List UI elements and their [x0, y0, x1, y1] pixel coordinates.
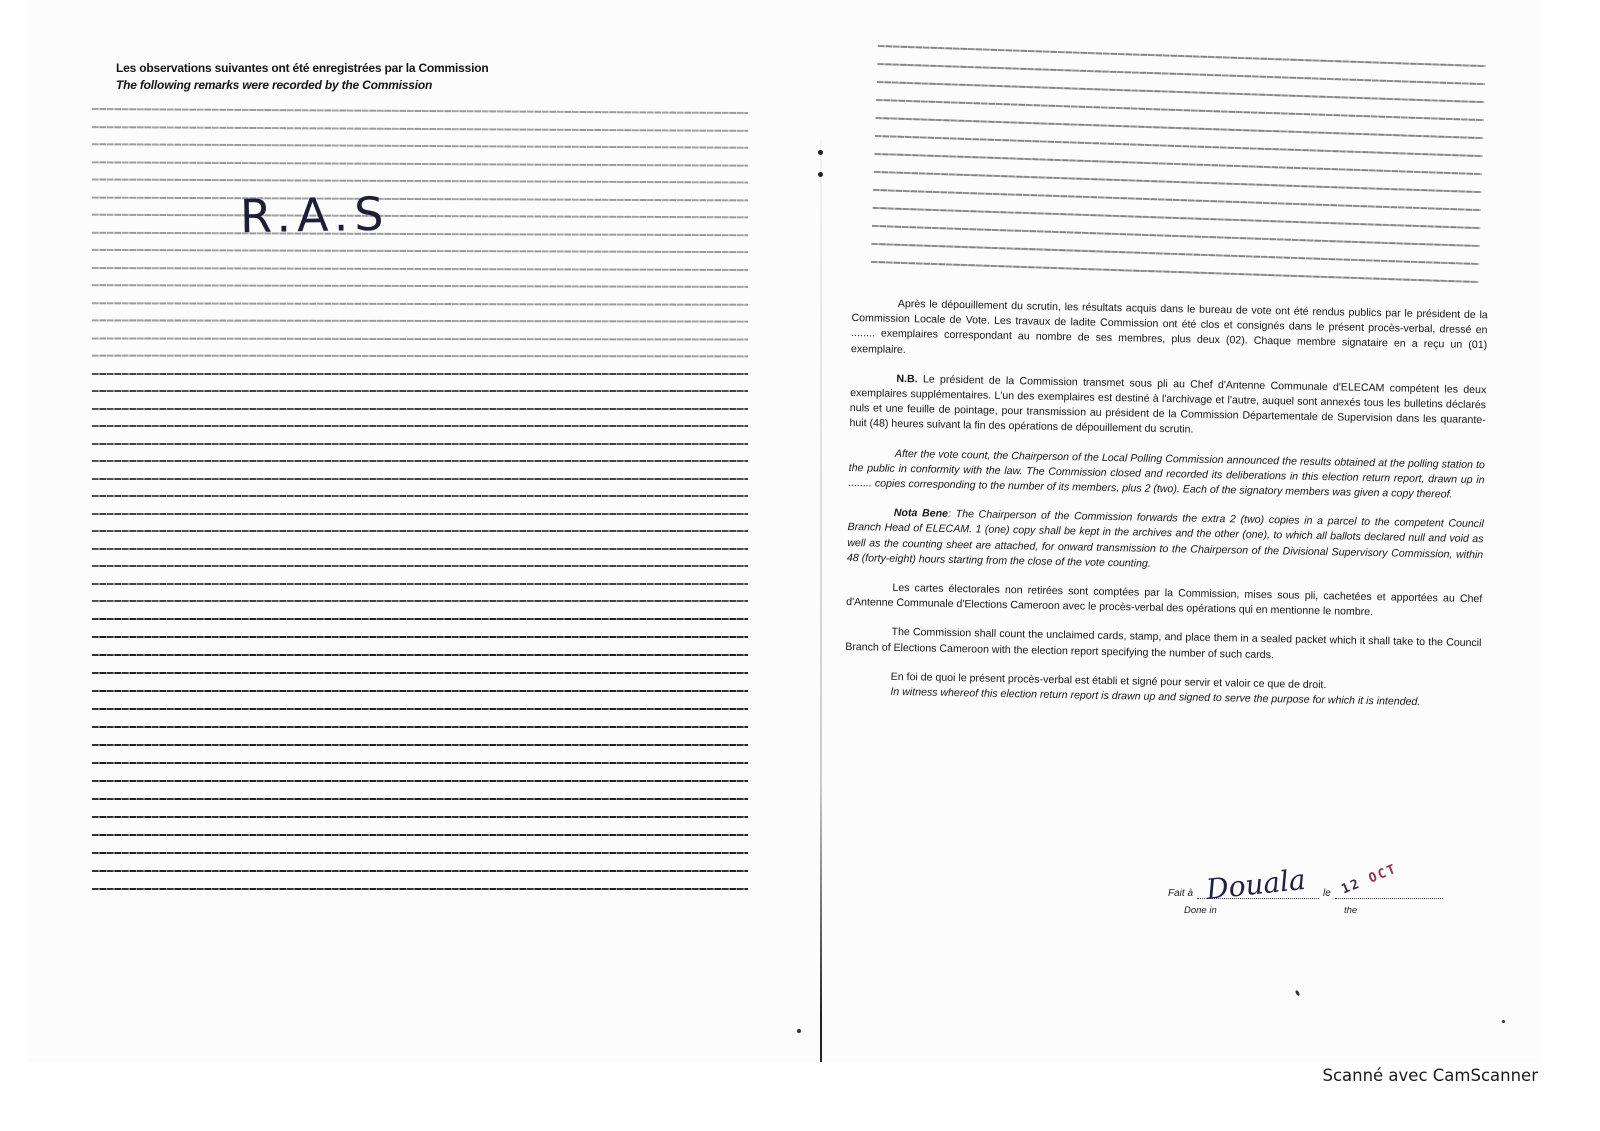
- ruled-line: [877, 63, 1485, 85]
- date-label: le: [1323, 888, 1331, 899]
- ruled-line: [92, 726, 748, 729]
- ruled-line: [92, 373, 748, 375]
- ruled-line: [92, 319, 748, 322]
- handwritten-place: Douala: [1204, 862, 1308, 907]
- ruled-line: [92, 126, 748, 132]
- heading-en: The following remarks were recorded by the Commission: [116, 78, 433, 92]
- ruled-line: [92, 249, 748, 253]
- ruled-line: [92, 583, 748, 585]
- ruled-line: [92, 654, 748, 657]
- ruled-line: [92, 672, 748, 675]
- ruled-line: [92, 178, 748, 183]
- ruled-line: [871, 243, 1479, 265]
- ruled-line: [92, 870, 748, 873]
- ruled-line: [92, 196, 748, 201]
- ruled-line: [92, 231, 748, 235]
- spine-mark: [818, 150, 823, 155]
- ruled-line: [875, 135, 1483, 157]
- ruled-line: [92, 636, 748, 639]
- heading-fr: Les observations suivantes ont été enregistrées par la Commission: [116, 61, 489, 75]
- ruled-line: [92, 302, 748, 305]
- ruled-line: [92, 443, 748, 445]
- the-label: the: [1344, 905, 1358, 916]
- ruled-line: [873, 189, 1481, 211]
- ruled-line: [92, 425, 748, 427]
- ruled-line: [92, 408, 748, 410]
- ruled-line: [92, 744, 748, 747]
- scan-speck: [1502, 1020, 1505, 1023]
- ruled-line: [92, 460, 748, 462]
- ruled-line: [92, 762, 748, 765]
- ruled-line: [92, 478, 748, 480]
- paragraph-nota-bene-en: Nota Bene: The Chairperson of the Commission forwards the extra 2 (two) copies in a parcel to the competent Council Branch Head of ELECAM. 1 (one) copy shall be kept in the archives and the other (one), to which all ballots declared null and void as well as the counting sheet are attached, for onward transmission to the Chairperson of the Divisional Supervisory Commission, within 48 (forty-eight) hours starting from the close of the vote counting.: [846, 507, 1484, 570]
- ruled-line: [92, 495, 748, 497]
- continuation-ruled-lines: [870, 45, 1485, 299]
- observation-ruled-lines: [92, 110, 748, 906]
- stamp-day: 12: [1339, 876, 1364, 898]
- ruled-line: [92, 816, 748, 819]
- ruled-line: [876, 117, 1484, 139]
- ruled-line: [92, 780, 748, 783]
- ruled-line: [874, 153, 1482, 175]
- ruled-line: [92, 267, 748, 271]
- ruled-line: [92, 337, 748, 340]
- ruled-line: [92, 798, 748, 801]
- ruled-line: [92, 548, 748, 550]
- ruled-line: [873, 207, 1481, 229]
- scan-speck: [797, 1029, 801, 1033]
- observations-heading: [116, 60, 488, 94]
- paragraph-vote-count-fr: Après le dépouillement du scrutin, les résultats acquis dans le bureau de vote ont été rendus publics par le président de la Commission Locale de Vote. Les travaux de ladite Commission ont été clos et consignés dans le présent procès-verbal, dressé en ........ exemplaires correspondant au nombre de ses membres, plus deux (02). Chaque membre signataire en a reçu un (01) exemplaire.: [850, 297, 1488, 356]
- ruled-line: [877, 81, 1485, 103]
- ruled-line: [92, 852, 748, 855]
- ruled-line: [92, 618, 748, 621]
- ruled-line: [92, 390, 748, 392]
- ruled-line: [92, 161, 748, 166]
- handwritten-remark: R.A.S: [239, 186, 390, 244]
- ruled-line: [876, 99, 1484, 121]
- report-body: [844, 296, 1488, 711]
- ruled-line: [872, 225, 1480, 247]
- paragraph-cards-en: The Commission shall count the unclaimed cards, stamp, and place them in a sealed packet which it shall take to the Council Branch of Elections Cameroon with the election report specifying the number of such cards.: [845, 626, 1482, 661]
- closing-fr: En foi de quoi le présent procès-verbal est établi et signé pour servir et valoir ce que de droit.: [890, 670, 1327, 692]
- ruled-line: [92, 565, 748, 567]
- ruled-line: [92, 690, 748, 693]
- ruled-line: [871, 261, 1479, 283]
- ruled-line: [92, 708, 748, 711]
- paragraph-nb-fr: N.B. Le président de la Commission transmet sous pli au Chef d'Antenne Communale d'ELECAM compétent les deux exemplaires supplémentaires. L'un des exemplaires est destiné à l'archivage et l'autre, auquel sont annexés tous les bulletins déclarés nuls et une feuille de pointage, pour transmission au président de la Commission Départementale de Supervision dans les quarante-huit (48) heures suivant la fin des opérations de dépouillement du scrutin.: [849, 372, 1487, 436]
- ruled-line: [92, 513, 748, 515]
- ruled-line: [92, 530, 748, 532]
- paragraph-cards-fr: Les cartes électorales non retirées sont comptées par la Commission, mises sous pli, cachetées et apportées au Chef d'Antenne Communale d'Elections Cameroon avec le procès-verbal des opérations qui en mentionne le nombre.: [846, 581, 1483, 619]
- ruled-line: [92, 355, 748, 358]
- camscanner-watermark: Scanné avec CamScanner: [1322, 1066, 1538, 1085]
- ruled-line: [92, 600, 748, 602]
- ruled-line: [92, 888, 748, 891]
- ruled-line: [92, 143, 748, 149]
- paragraph-vote-count-en: After the vote count, the Chairperson of the Local Polling Commission announced the results obtained at the polling station to the public in conformity with the law. The Commission closed and recorded its deliberations in this election return report, drawn up in ........ copies corresponding to the number of its members, plus 2 (two). Each of the signatory members was given a copy thereof.: [848, 447, 1485, 501]
- page-gutter: [820, 140, 822, 1062]
- done-in-label: Done in: [1184, 905, 1217, 916]
- spine-mark: [818, 172, 823, 177]
- stamp-month: OCT: [1366, 861, 1400, 887]
- ruled-line: [92, 834, 748, 837]
- done-at-label: Fait à: [1168, 888, 1194, 899]
- closing-en: In witness whereof this election return report is drawn up and signed to serve the purpose for which it is intended.: [890, 685, 1421, 709]
- ruled-line: [874, 171, 1482, 193]
- ruled-line: [92, 284, 748, 288]
- ruled-line: [92, 214, 748, 219]
